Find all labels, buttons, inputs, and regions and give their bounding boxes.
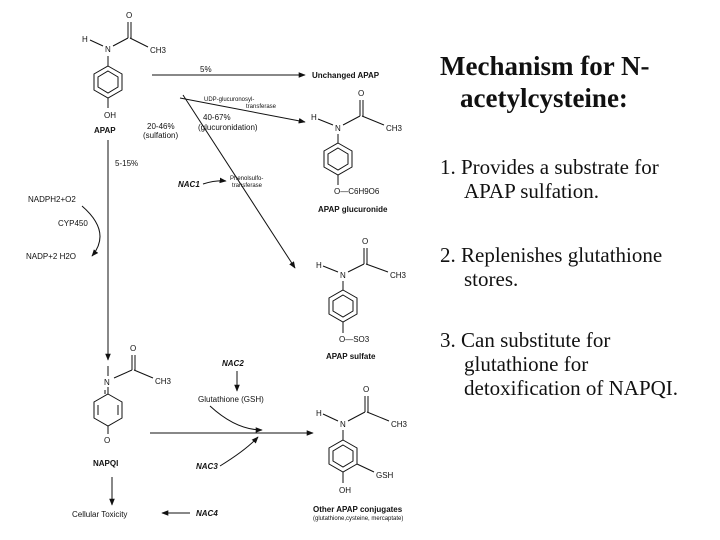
svg-text:N: N [340, 271, 346, 280]
svg-text:GSH: GSH [376, 471, 394, 480]
svg-text:CH3: CH3 [386, 124, 403, 133]
udp-enzyme-2: transferase [246, 104, 277, 110]
nac-1: NAC1 [178, 180, 200, 189]
glutathione-label: Glutathione (GSH) [198, 395, 264, 404]
atom-n: N [105, 45, 111, 54]
phenol-enzyme-2: transferase [232, 183, 263, 189]
point-3: 3. Can substitute for glutathione for detoxification of NAPQI. [440, 328, 679, 400]
point-2: 2. Replenishes glutathione stores. [440, 243, 663, 291]
cyp-pct: 5-15% [115, 159, 139, 168]
sulf-label: (sulfation) [143, 131, 179, 140]
nac-2: NAC2 [222, 359, 244, 368]
nadph-label: NADPH2+O2 [28, 195, 76, 204]
apap-sulfate-label: APAP sulfate [326, 352, 376, 361]
svg-text:O: O [362, 237, 369, 246]
unchanged-apap-label: Unchanged APAP [312, 71, 380, 80]
atom-oh: OH [104, 111, 116, 120]
unchanged-pct: 5% [200, 65, 212, 74]
apap-glucuronide-label: APAP glucuronide [318, 205, 388, 214]
apap-sulfate-structure [316, 237, 407, 361]
svg-text:O: O [130, 344, 137, 353]
other-conjugates-structure [313, 385, 408, 522]
gluc-pct: 40-67% [203, 113, 231, 122]
apap-label: APAP [94, 126, 116, 135]
svg-text:CH3: CH3 [391, 420, 408, 429]
napqi-label: NAPQI [93, 459, 119, 468]
atom-o: O [126, 11, 133, 20]
atom-ch3: CH3 [150, 46, 167, 55]
title-line-2: acetylcysteine: [460, 83, 628, 113]
svg-text:O: O [363, 385, 370, 394]
gluc-label: (glucuronidation) [198, 123, 258, 132]
svg-text:CH3: CH3 [390, 271, 407, 280]
phenol-enzyme-1: Phenolsulfo- [230, 176, 264, 182]
cyp450-label: CYP450 [58, 219, 88, 228]
other-conjugates-label: Other APAP conjugates [313, 505, 403, 514]
cellular-toxicity-label: Cellular Toxicity [72, 510, 128, 519]
svg-text:O: O [104, 436, 111, 445]
apap-glucuronide-structure [311, 89, 403, 214]
svg-text:H: H [311, 113, 317, 122]
other-conjugates-sub: (glutathione,cysteine, mercaptate) [313, 516, 404, 522]
svg-text:N: N [104, 378, 110, 387]
svg-text:N: N [335, 124, 341, 133]
nadp-label: NADP+2 H2O [26, 252, 77, 261]
udp-enzyme-1: UDP-glucuronosyl- [204, 97, 255, 103]
svg-text:N: N [340, 420, 346, 429]
napqi-structure [93, 344, 172, 468]
point-1: 1. Provides a substrate for APAP sulfation. [440, 155, 659, 203]
nac-3: NAC3 [196, 462, 218, 471]
svg-text:O: O [358, 89, 365, 98]
sulf-pct: 20-46% [147, 122, 175, 131]
atom-h: H [82, 35, 88, 44]
mechanism-title [440, 50, 715, 114]
apap-structure [82, 11, 167, 135]
svg-text:O—SO3: O—SO3 [339, 335, 370, 344]
svg-text:O—C6H9O6: O—C6H9O6 [334, 187, 380, 196]
svg-text:H: H [316, 261, 322, 270]
svg-text:H: H [316, 409, 322, 418]
nac-4: NAC4 [196, 509, 218, 518]
svg-text:OH: OH [339, 486, 351, 495]
title-line-1: Mechanism for N- [440, 51, 650, 81]
svg-text:CH3: CH3 [155, 377, 172, 386]
